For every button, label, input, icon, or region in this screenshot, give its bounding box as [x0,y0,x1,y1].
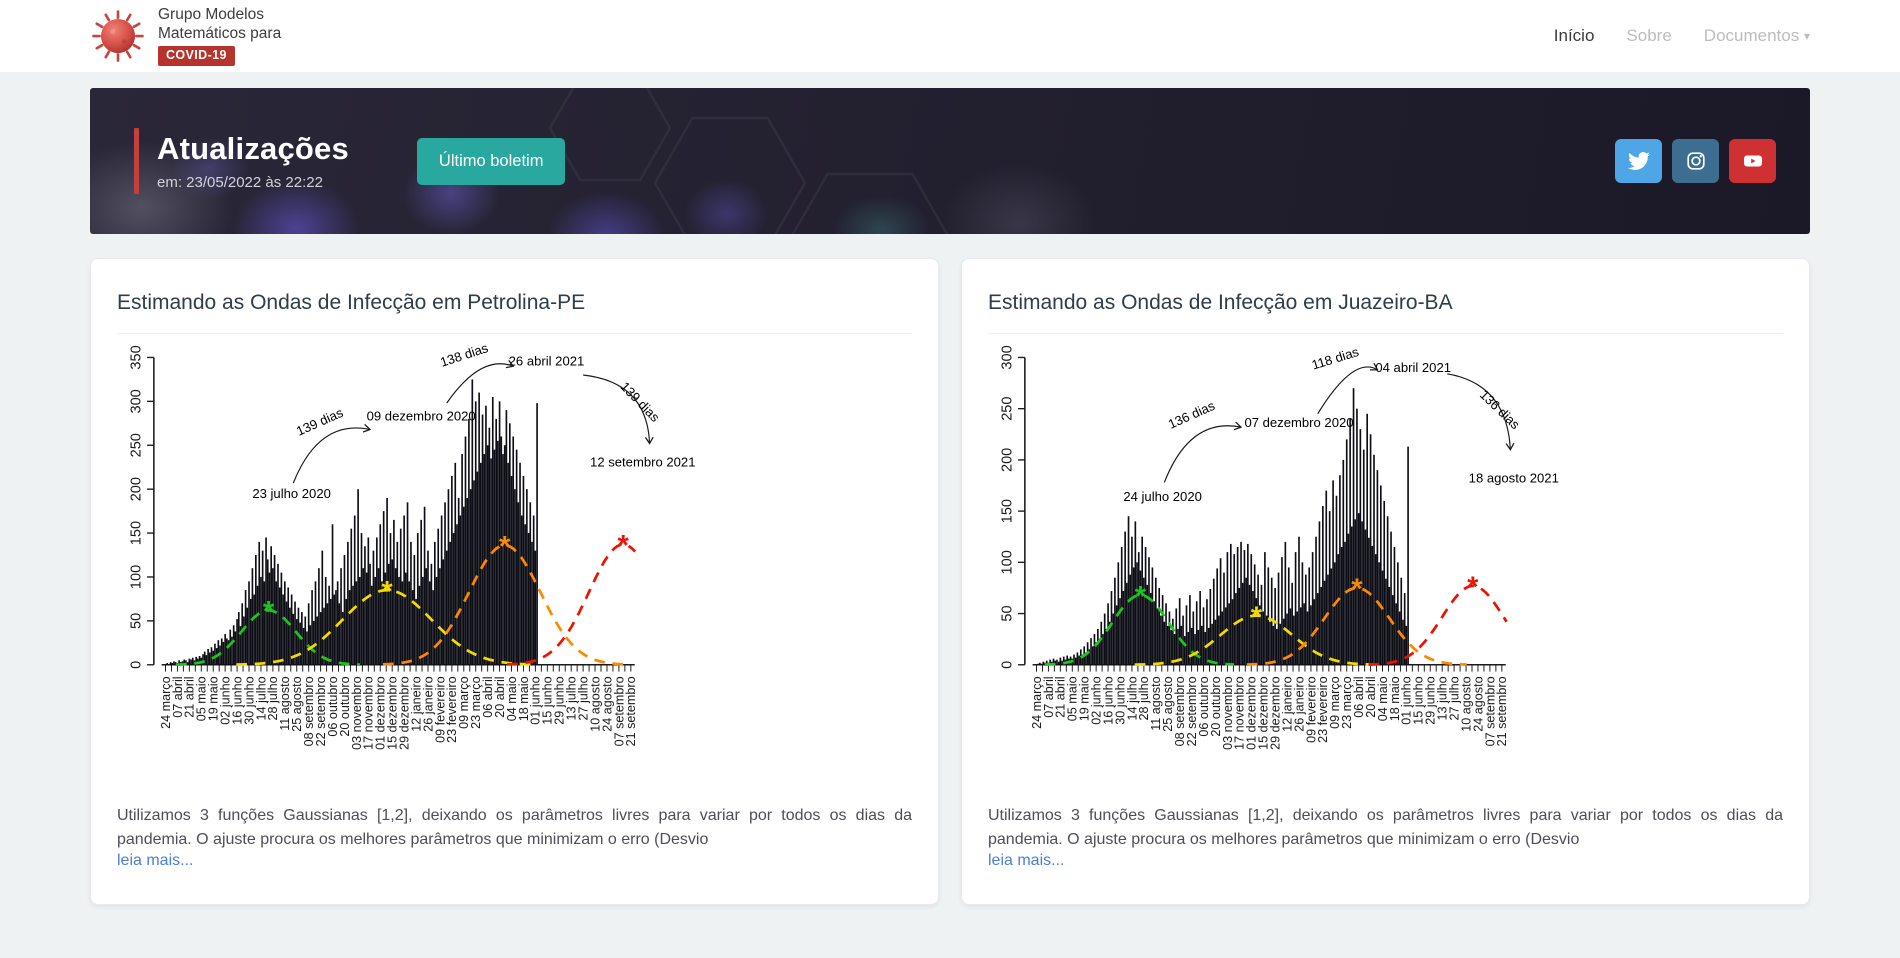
svg-text:24 março: 24 março [1029,676,1044,729]
svg-text:139 dias: 139 dias [293,404,346,439]
svg-text:*: * [1467,571,1479,604]
svg-text:12 janeiro: 12 janeiro [1280,676,1295,732]
svg-text:250: 250 [128,433,145,458]
svg-text:139 dias: 139 dias [617,378,663,425]
updates-banner [90,88,1810,234]
svg-text:23 março: 23 março [469,676,484,729]
svg-text:21 setembro: 21 setembro [1495,676,1510,747]
svg-text:0: 0 [128,660,145,669]
svg-text:50: 50 [999,605,1016,622]
svg-text:118 dias: 118 dias [1309,344,1361,373]
svg-text:12 janeiro: 12 janeiro [409,676,424,732]
ultimo-boletim-button[interactable]: Último boletim [417,138,566,185]
svg-text:*: * [381,575,393,608]
svg-text:29 junho: 29 junho [1423,676,1438,725]
svg-text:22 setembro: 22 setembro [313,676,328,747]
svg-text:21 setembro: 21 setembro [624,676,639,747]
svg-text:07 setembro: 07 setembro [1483,676,1498,747]
svg-text:29 dezembro: 29 dezembro [397,676,412,750]
svg-text:100: 100 [128,564,145,590]
nav-item-documentos[interactable]: Documentos ▾ [1703,26,1810,45]
svg-text:13 julho: 13 julho [1435,676,1450,721]
svg-text:01 junho: 01 junho [528,676,543,725]
youtube-button[interactable] [1729,139,1776,183]
svg-text:08 setembro: 08 setembro [302,676,317,747]
svg-text:24 março: 24 março [158,676,173,729]
page-title: Atualizações [157,131,349,166]
svg-text:10 agosto: 10 agosto [1459,676,1474,732]
svg-text:09 março: 09 março [1328,676,1343,729]
svg-text:19 maio: 19 maio [206,676,221,722]
svg-text:136 dias: 136 dias [1165,397,1218,432]
svg-text:26 janeiro: 26 janeiro [421,676,436,732]
svg-text:04 abril 2021: 04 abril 2021 [1375,359,1452,375]
last-updated-timestamp: em: 23/05/2022 às 22:22 [157,174,323,191]
svg-text:30 junho: 30 junho [1113,676,1128,725]
svg-text:05 maio: 05 maio [1065,676,1080,722]
twitter-button[interactable] [1615,139,1662,183]
twitter-icon [1628,150,1650,172]
youtube-icon [1741,149,1765,173]
divider [117,333,912,334]
svg-text:18 agosto 2021: 18 agosto 2021 [1468,470,1559,486]
svg-text:02 junho: 02 junho [1089,676,1104,725]
svg-text:07 abril: 07 abril [1041,676,1056,718]
leia-mais-link[interactable]: leia mais... [988,851,1065,869]
svg-text:23 julho 2020: 23 julho 2020 [252,485,331,501]
svg-text:15 dezembro: 15 dezembro [1256,676,1271,750]
svg-text:200: 200 [999,447,1016,473]
svg-text:350: 350 [128,345,145,370]
leia-mais-link[interactable]: leia mais... [117,851,194,869]
svg-text:11 agosto: 11 agosto [1149,676,1164,731]
svg-text:15 junho: 15 junho [540,676,555,725]
svg-text:23 fevereiro: 23 fevereiro [1316,676,1331,743]
top-navigation-bar [0,0,1900,72]
svg-text:20 outubro: 20 outubro [1208,676,1223,737]
svg-text:09 fevereiro: 09 fevereiro [433,676,448,743]
svg-text:07 setembro: 07 setembro [612,676,627,747]
svg-text:*: * [1250,601,1263,634]
svg-text:14 julho: 14 julho [254,676,269,721]
svg-text:03 novembro: 03 novembro [1220,676,1235,750]
svg-text:04 maio: 04 maio [1375,676,1390,722]
svg-text:50: 50 [128,612,145,629]
svg-text:*: * [1351,573,1363,606]
svg-text:07 abril: 07 abril [170,676,185,718]
svg-text:300: 300 [999,345,1016,370]
svg-text:17 novembro: 17 novembro [1232,676,1247,750]
svg-text:200: 200 [128,477,145,502]
card-body-text: Utilizamos 3 funções Gaussianas [1,2], deixando os parâmetros livres para variar por todos os dias da pandemia. O ajuste procura os melhores parâmetros que minimizam o erro (Desvio [117,806,912,848]
instagram-button[interactable] [1672,139,1719,183]
svg-text:14 julho: 14 julho [1125,676,1140,721]
nav-item-sobre[interactable]: Sobre [1626,26,1672,45]
svg-text:10 agosto: 10 agosto [588,676,603,732]
svg-text:138 dias: 138 dias [438,340,490,370]
svg-text:21 abril: 21 abril [1053,676,1068,718]
svg-text:*: * [617,530,629,563]
svg-text:150: 150 [128,520,145,546]
instagram-icon [1685,150,1707,172]
svg-text:01 junho: 01 junho [1399,676,1414,725]
svg-text:100: 100 [999,550,1016,575]
svg-text:23 março: 23 março [1340,676,1355,729]
svg-text:05 maio: 05 maio [194,676,209,722]
svg-text:22 setembro: 22 setembro [1184,676,1199,747]
svg-text:28 julho: 28 julho [1137,676,1152,721]
svg-text:28 julho: 28 julho [266,676,281,721]
svg-text:23 fevereiro: 23 fevereiro [445,676,460,743]
nav-item-inicio[interactable]: Início [1553,26,1595,45]
svg-text:18 maio: 18 maio [516,676,531,722]
svg-text:06 abril: 06 abril [481,676,496,718]
site-logo[interactable] [90,6,281,65]
svg-text:06 outubro: 06 outubro [1196,676,1211,737]
svg-text:13 julho: 13 julho [564,676,579,721]
chevron-down-icon: ▾ [1803,29,1810,43]
svg-text:20 outubro: 20 outubro [337,676,352,737]
svg-text:06 outubro: 06 outubro [325,676,340,737]
svg-text:17 novembro: 17 novembro [361,676,376,750]
svg-text:20 abril: 20 abril [1363,676,1378,718]
svg-text:*: * [1134,580,1147,613]
covid19-badge: COVID-19 [158,46,235,66]
petrolina-waves-chart [117,340,912,796]
svg-text:21 abril: 21 abril [182,676,197,718]
svg-text:20 abril: 20 abril [492,676,507,718]
svg-text:29 junho: 29 junho [552,676,567,725]
card-body-text: Utilizamos 3 funções Gaussianas [1,2], deixando os parâmetros livres para variar por todos os dias da pandemia. O ajuste procura os melhores parâmetros que minimizam o erro (Desvio [988,806,1783,848]
svg-text:15 junho: 15 junho [1411,676,1426,725]
svg-text:12 setembro 2021: 12 setembro 2021 [590,454,696,470]
svg-text:19 maio: 19 maio [1077,676,1092,722]
svg-text:24 agosto: 24 agosto [1471,676,1486,732]
card-title: Estimando as Ondas de Infecção em Juazeiro-BA [988,291,1453,314]
svg-text:18 maio: 18 maio [1387,676,1402,722]
svg-text:06 abril: 06 abril [1352,676,1367,718]
svg-text:11 agosto: 11 agosto [278,676,293,731]
card-title: Estimando as Ondas de Infecção em Petrolina-PE [117,291,586,314]
juazeiro-waves-chart [988,340,1783,796]
svg-text:02 junho: 02 junho [218,676,233,725]
svg-text:07 dezembro 2020: 07 dezembro 2020 [1244,415,1354,431]
divider [988,333,1783,334]
svg-text:25 agosto: 25 agosto [290,676,305,732]
svg-text:04 maio: 04 maio [504,676,519,722]
svg-text:27 julho: 27 julho [1447,676,1462,721]
svg-text:16 junho: 16 junho [1101,676,1116,725]
svg-text:09 março: 09 março [457,676,472,729]
logo-text: Grupo Modelos Matemáticos para COVID-19 [158,6,281,65]
virus-logo-icon [90,8,146,64]
svg-text:0: 0 [999,660,1016,669]
svg-text:27 julho: 27 julho [576,676,591,721]
card-petrolina [90,258,939,905]
main-nav [1522,26,1810,46]
accent-bar [134,128,139,194]
svg-text:03 novembro: 03 novembro [349,676,364,750]
svg-text:*: * [499,531,511,564]
social-links [1615,139,1776,183]
svg-text:300: 300 [128,389,145,414]
svg-text:24 agosto: 24 agosto [600,676,615,732]
card-juazeiro [961,258,1810,905]
svg-text:08 setembro: 08 setembro [1173,676,1188,747]
svg-text:01 dezembro: 01 dezembro [1244,676,1259,750]
svg-text:24 julho 2020: 24 julho 2020 [1123,488,1202,504]
svg-text:30 junho: 30 junho [242,676,257,725]
svg-text:29 dezembro: 29 dezembro [1268,676,1283,750]
svg-text:26 janeiro: 26 janeiro [1292,676,1307,732]
svg-text:01 dezembro: 01 dezembro [373,676,388,750]
svg-text:26 abril 2021: 26 abril 2021 [508,353,585,369]
svg-text:09 dezembro 2020: 09 dezembro 2020 [366,408,476,424]
svg-text:09 fevereiro: 09 fevereiro [1304,676,1319,743]
svg-text:15 dezembro: 15 dezembro [385,676,400,750]
svg-text:136 dias: 136 dias [1476,386,1523,433]
svg-text:*: * [262,596,275,628]
svg-text:25 agosto: 25 agosto [1161,676,1176,732]
svg-text:16 junho: 16 junho [230,676,245,725]
svg-text:150: 150 [999,498,1016,524]
svg-text:250: 250 [999,396,1016,421]
